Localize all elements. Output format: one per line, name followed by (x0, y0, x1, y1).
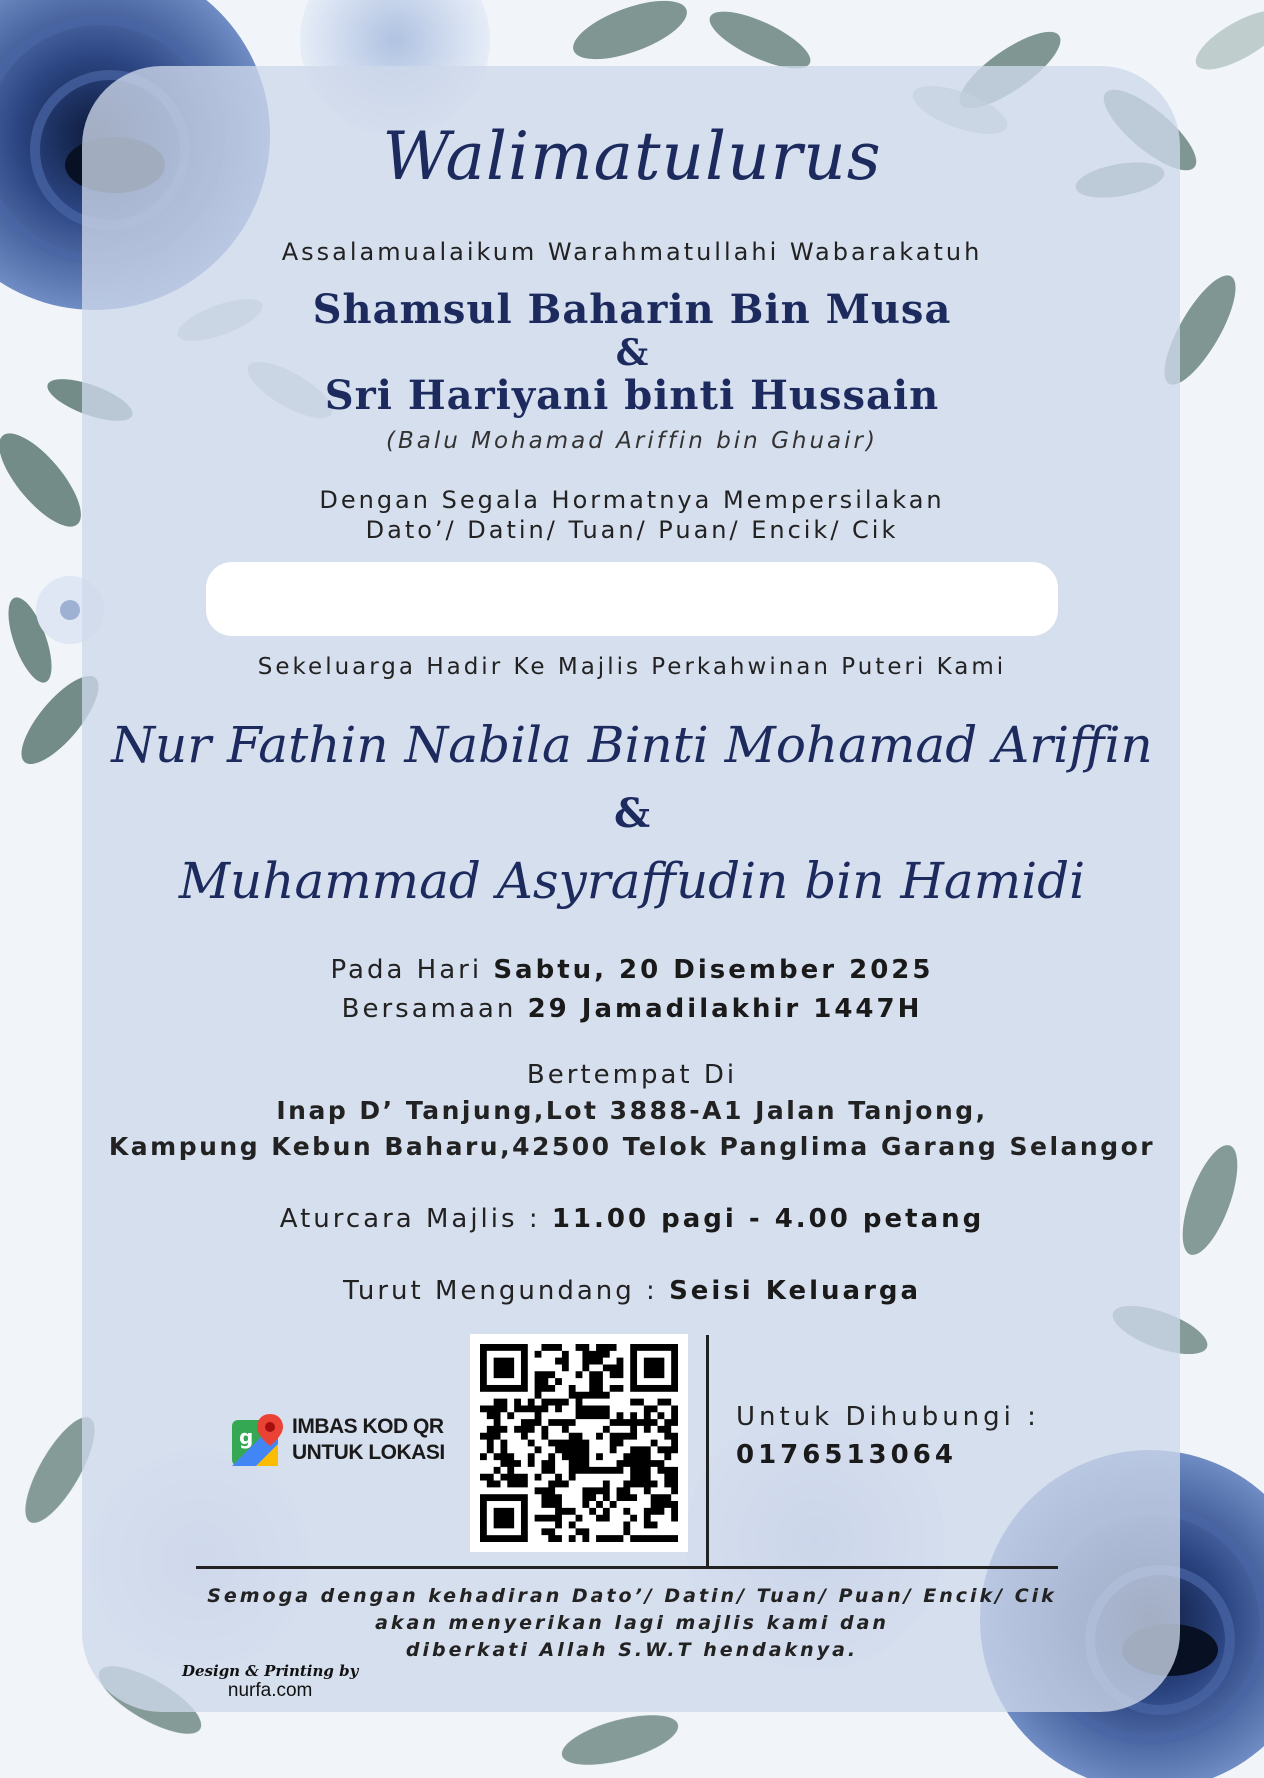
horizontal-divider (196, 1566, 1058, 1569)
hijri-line (0, 994, 1264, 1024)
cohost-value: Seisi Keluarga (669, 1276, 922, 1306)
cohost-line (0, 1276, 1264, 1306)
invitation-line-1: Dengan Segala Hormatnya Mempersilakan (319, 486, 945, 514)
venue-line-1: Inap D’ Tanjung,Lot 3888-A1 Jalan Tanjong, (276, 1096, 988, 1125)
date-value: Sabtu, 20 Disember 2025 (493, 955, 934, 985)
program-value: 11.00 pagi - 4.00 petang (551, 1204, 985, 1234)
widow-note: (Balu Mohamad Ariffin bin Ghuair) (386, 428, 878, 454)
closing-line-3: diberkati Allah S.W.T hendaknya. (405, 1639, 859, 1661)
closing-line-2: akan menyerikan lagi majlis kami dan (375, 1612, 889, 1634)
invitation-line-2: Dato’/ Datin/ Tuan/ Puan/ Encik/ Cik (365, 516, 899, 544)
program-label: Aturcara Majlis : (279, 1204, 541, 1234)
host-ampersand: & (615, 332, 649, 374)
cohost-label: Turut Mengundang : (342, 1276, 658, 1306)
couple-ampersand: & (613, 790, 651, 837)
host-name-2: Sri Hariyani binti Hussain (324, 372, 940, 419)
script-title: Walimatulurus (382, 118, 882, 195)
designer-credit (182, 1662, 358, 1702)
credit-site: nurfa.com (227, 1680, 313, 1701)
date-label: Pada Hari (330, 955, 483, 985)
hijri-label: Bersamaan (341, 994, 517, 1024)
venue-label: Bertempat Di (526, 1060, 738, 1090)
qr-code-graphic (470, 1334, 688, 1552)
credit-title: Design & Printing by (182, 1662, 359, 1680)
qr-label-line-1: IMBAS KOD QR (292, 1415, 444, 1438)
bride-name: Nur Fathin Nabila Binti Mohamad Ariffin (111, 716, 1153, 774)
family-line: Sekeluarga Hadir Ke Majlis Perkahwinan Puteri Kami (257, 654, 1007, 680)
closing-line-1: Semoga dengan kehadiran Dato’/ Datin/ Tuan/ Puan/ Encik/ Cik (207, 1585, 1057, 1607)
svg-text:g: g (239, 1425, 254, 1449)
program-line (0, 1204, 1264, 1234)
qr-location-label (230, 1412, 445, 1468)
contact-block (736, 1402, 1040, 1470)
groom-name: Muhammad Asyraffudin bin Hamidi (178, 852, 1086, 910)
contact-phone[interactable]: 0176513064 (736, 1440, 957, 1470)
qr-label-line-2: UNTUK LOKASI (292, 1441, 445, 1464)
hijri-value: 29 Jamadilakhir 1447H (527, 994, 923, 1024)
google-maps-icon (230, 1412, 286, 1468)
host-name-1: Shamsul Baharin Bin Musa (312, 286, 952, 333)
qr-code[interactable] (470, 1334, 688, 1552)
vertical-divider (706, 1335, 709, 1567)
guest-name-box (206, 562, 1058, 636)
date-line (0, 955, 1264, 985)
venue-line-2: Kampung Kebun Baharu,42500 Telok Panglima Garang Selangor (108, 1132, 1156, 1161)
greeting: Assalamualaikum Warahmatullahi Wabarakatuh (281, 238, 983, 266)
contact-label: Untuk Dihubungi : (736, 1402, 1040, 1432)
